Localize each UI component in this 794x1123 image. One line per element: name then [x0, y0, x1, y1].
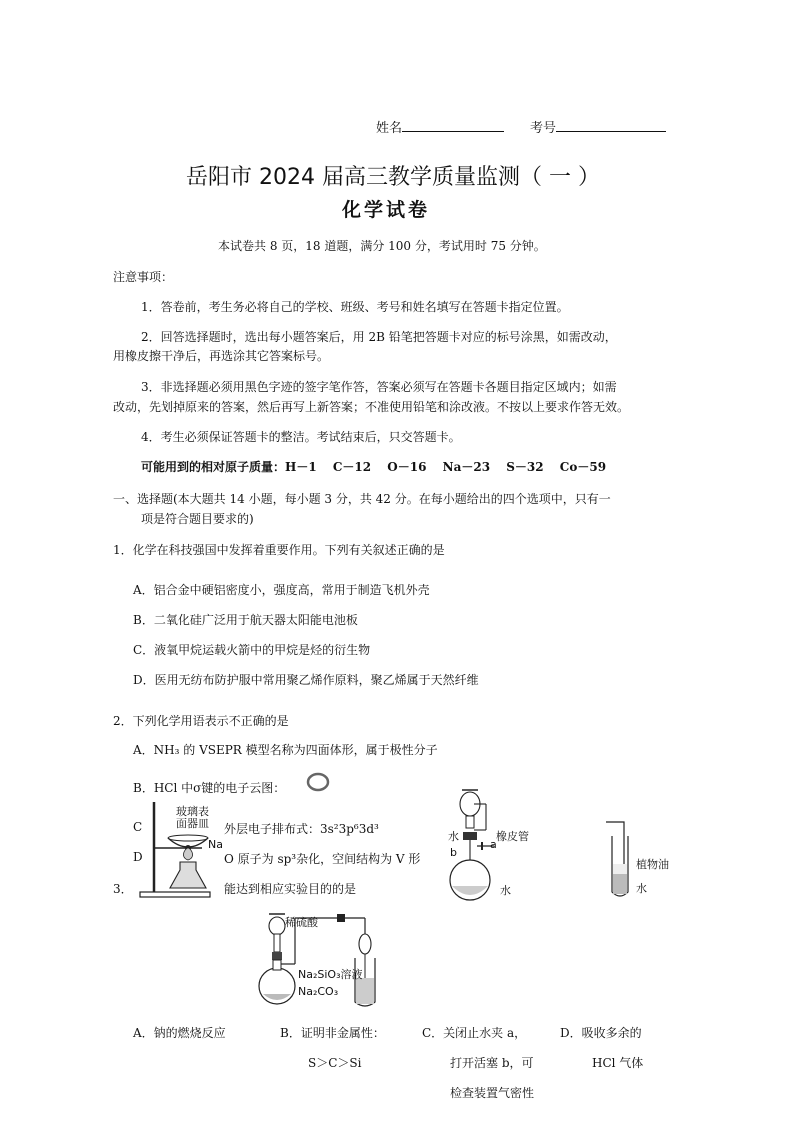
figure-c-water-top-label: 水 [448, 830, 459, 843]
q3-caption-a: A．钠的燃烧反应 [133, 1026, 226, 1040]
q2-option-c: 外层电子排布式：3s²3p⁶3d³ [224, 822, 379, 836]
sigma-orbital-icon [306, 772, 330, 792]
figure-b-silicate-label: Na₂SiO₃溶液 [298, 968, 363, 981]
notes-heading: 注意事项： [113, 270, 174, 284]
note-2-cont: 用橡皮擦干净后，再选涂其它答案标号。 [113, 349, 330, 363]
q2-option-a: A．NH₃ 的 VSEPR 模型名称为四面体形，属于极性分子 [133, 743, 438, 757]
note-2: 2．回答选择题时，选出每小题答案后，用 2B 铅笔把答题卡对应的标号涂黑，如需改动， [141, 330, 617, 344]
q2-stem: 2．下列化学用语表示不正确的是 [113, 714, 289, 728]
name-blank [402, 131, 504, 132]
name-field [376, 117, 504, 136]
section-1-heading: 一、选择题(本大题共 14 小题，每小题 3 分，共 42 分。在每小题给出的四个选项中，只有一 [113, 492, 611, 506]
note-3: 3．非选择题必须用黑色字迹的签字笔作答，答案必须写在答题卡各题目指定区域内；如需 [141, 380, 617, 394]
figure-d-water-label: 水 [636, 882, 647, 895]
q3-caption-c-3: 检查装置气密性 [450, 1086, 535, 1100]
q3-stem: 能达到相应实验目的的是 [224, 882, 357, 896]
note-4: 4．考生必须保证答题卡的整洁。考试结束后，只交答题卡。 [141, 430, 461, 444]
q3-caption-c-1: C．关闭止水夹 a， [422, 1026, 527, 1040]
figure-a-dish-label: 玻璃表 [176, 805, 209, 818]
q3-stem-prefix: 3． [113, 882, 133, 896]
figure-d-oil-label: 植物油 [636, 858, 669, 871]
q2-option-d-prefix: D [133, 850, 143, 864]
figure-b-acid-label: 稀硫酸 [285, 916, 318, 929]
note-1: 1．答卷前，考生务必将自己的学校、班级、考号和姓名填写在答题卡指定位置。 [141, 300, 569, 314]
figure-b-carbonate-label: Na₂CO₃ [298, 985, 339, 998]
exam-number-blank [556, 131, 666, 132]
q2-option-c-prefix: C [133, 820, 143, 834]
figure-a-na-label: Na [208, 838, 223, 851]
q1-option-b: B．二氧化硅广泛用于航天器太阳能电池板 [133, 613, 358, 627]
page-title: 岳阳市 2024 届高三教学质量监测（ 一 ） [186, 165, 600, 190]
name-label: 姓名 [376, 121, 403, 136]
figure-c-a-label: a [490, 838, 497, 851]
q1-option-a: A．铝合金中硬铝密度小，强度高，常用于制造飞机外壳 [133, 583, 430, 597]
q3-caption-c-2: 打开活塞 b，可 [450, 1056, 534, 1070]
section-1-heading-cont: 项是符合题目要求的) [141, 512, 254, 526]
exam-number-label: 考号 [530, 121, 557, 136]
atomic-mass-line: 可能用到的相对原子质量：H－1 C－12 O－16 Na－23 S－32 Co－59 [141, 460, 607, 474]
q3-caption-b-2: S＞C＞Si [308, 1056, 362, 1070]
q3-caption-b-1: B．证明非金属性： [280, 1026, 385, 1040]
q2-option-b: B．HCl 中σ键的电子云图： [133, 781, 286, 795]
figure-c-tube-label: 橡皮管 [496, 830, 529, 843]
figure-d-hcl-absorption [600, 820, 640, 902]
exam-summary: 本试卷共 8 页，18 道题，满分 100 分，考试用时 75 分钟。 [218, 239, 546, 253]
exam-number-field [530, 117, 666, 136]
q1-option-d: D．医用无纺布防护服中常用聚乙烯作原料，聚乙烯属于天然纤维 [133, 673, 479, 687]
q1-option-c: C．液氧甲烷运载火箭中的甲烷是烃的衍生物 [133, 643, 371, 657]
q3-caption-d-1: D．吸收多余的 [560, 1026, 642, 1040]
q2-option-d: O 原子为 sp³杂化，空间结构为 V 形 [224, 852, 421, 866]
note-3-cont: 改动，先划掉原来的答案，然后再写上新答案；不准使用铅笔和涂改液。不按以上要求作答无效。 [113, 400, 630, 414]
q3-caption-d-2: HCl 气体 [592, 1056, 644, 1070]
page-subtitle: 化学试卷 [342, 199, 431, 221]
figure-c-water-bottom-label: 水 [500, 884, 511, 897]
figure-a-dish-label-2: 面器皿 [176, 817, 209, 830]
figure-c-b-label: b [450, 846, 457, 859]
q1-stem: 1．化学在科技强国中发挥着重要作用。下列有关叙述正确的是 [113, 543, 445, 557]
